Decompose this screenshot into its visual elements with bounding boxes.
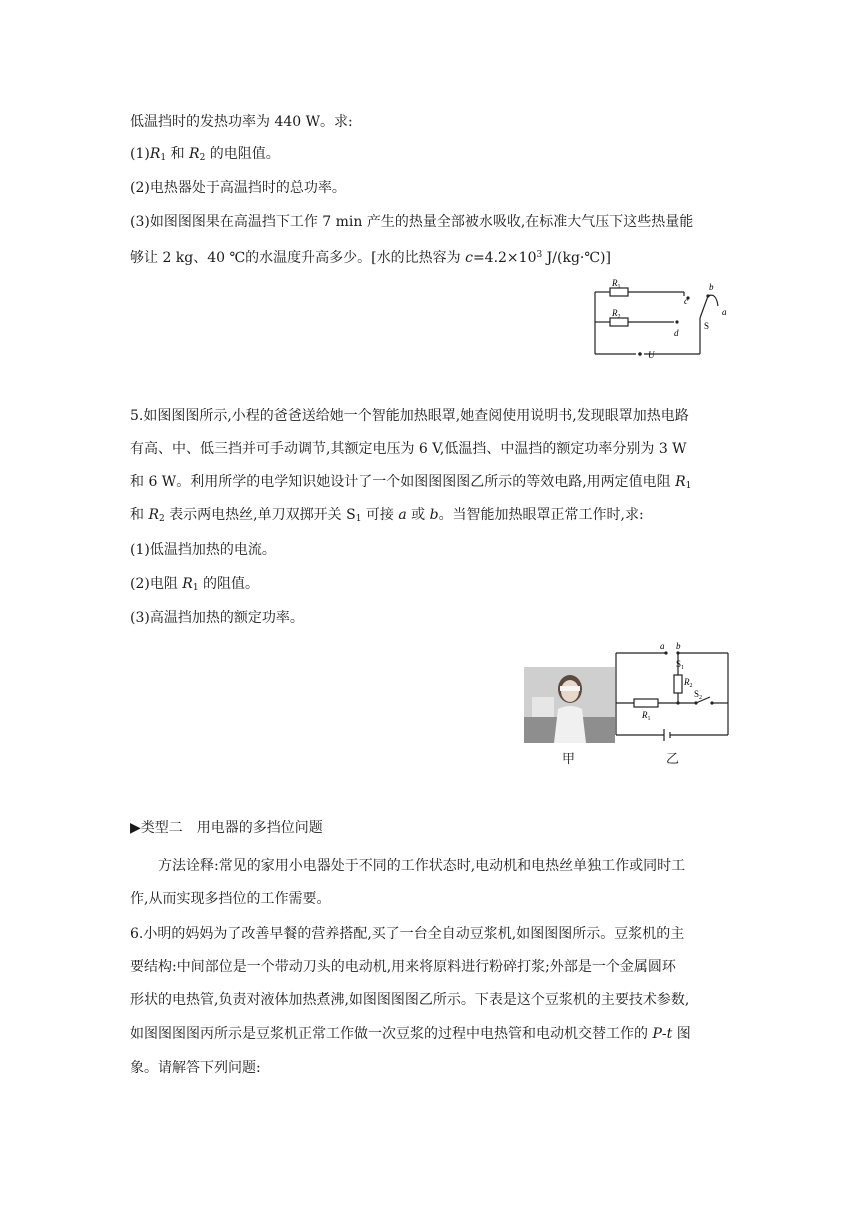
q5-line3: 和 6 W。利用所学的电学知识她设计了一个如图图图图乙所示的等效电路,用两定值电阻 $R_1$ [130, 474, 692, 491]
svg-text:S: S [704, 321, 710, 331]
q4-part2: (2)电热器处于高温挡时的总功率。 [130, 180, 346, 196]
eye-mask-photo [524, 667, 615, 743]
q6-line5: 象。请解答下列问题: [130, 1060, 261, 1076]
q6-line3: 形状的电热管,负责对液体加热煮沸,如图图图图乙所示。下表是这个豆浆机的主要技术参数, [130, 992, 690, 1008]
svg-text:U: U [648, 350, 655, 360]
section-heading: ▶类型二 用电器的多挡位问题 [130, 820, 323, 836]
svg-text:R1: $R_1$ [612, 278, 621, 290]
svg-text:a: a [660, 641, 665, 651]
q5-line1: 5.如图图图所示,小程的爸爸送给她一个智能加热眼罩,她查阅使用说明书,发现眼罩加热电路 [130, 408, 689, 424]
q5-circuit-diagram [610, 641, 735, 743]
q6-line2: 要结构:中间部位是一个带动刀头的电动机,用来将原料进行粉碎打浆;外部是一个金属圆环 [130, 959, 676, 975]
svg-text:c: c [684, 296, 688, 306]
svg-text:R2: $R_2$ [612, 308, 621, 320]
svg-text:R2: $R_2$ [684, 677, 693, 689]
q6-line4: 如图图图图丙所示是豆浆机正常工作做一次豆浆的过程中电热管和电动机交替工作的 P-t 图 [130, 1026, 691, 1042]
q5-line4: 和 $R_2$ 表示两电热丝,单刀双掷开关 $S_1$ 可接 a 或 b。当智能加热眼罩正常工作时,求: [130, 507, 644, 524]
q4-circuit-diagram [590, 278, 740, 360]
q4-part3-line1: (3)如图图图果在高温挡下工作 7 min 产生的热量全部被水吸收,在标准大气压下这些热量能 [130, 214, 694, 230]
svg-text:S1: $S_1$ [676, 659, 685, 671]
q4-part3-line2: 够让 2 kg、40 ℃的水温度升高多少。[水的比热容为 $c=4.2\times 10^3$ J/(kg·℃)] [130, 250, 611, 266]
q5-part2: (2)电阻 $R_1$ 的阻值。 [130, 576, 260, 593]
svg-text:d: d [674, 328, 679, 338]
svg-text:b: b [676, 641, 681, 651]
q5-part3: (3)高温挡加热的额定功率。 [130, 610, 304, 626]
q4-intro: 低温挡时的发热功率为 440 W。求: [130, 114, 353, 130]
caption-yi: 乙 [666, 752, 680, 767]
q6-line1: 6.小明的妈妈为了改善早餐的营养搭配,买了一台全自动豆浆机,如图图图所示。豆浆机的主 [130, 926, 685, 942]
method-line2: 作,从而实现多挡位的工作需要。 [130, 891, 331, 907]
svg-text:S2: $S_2$ [694, 689, 703, 701]
q5-part1: (1)低温挡加热的电流。 [130, 542, 276, 558]
caption-jia: 甲 [562, 752, 576, 767]
q5-line2: 有高、中、低三挡并可手动调节,其额定电压为 6 V,低温挡、中温挡的额定功率分别为 3 W [130, 441, 687, 457]
svg-text:a: a [722, 307, 727, 317]
q4-part1: $(1)R_1$ 和 $R_2$ 的电阻值。 [130, 146, 280, 163]
svg-text:R1: $R_1$ [642, 710, 651, 722]
method-line1: 方法诠释:常见的家用小电器处于不同的工作状态时,电动机和电热丝单独工作或同时工 [158, 858, 686, 874]
svg-text:b: b [709, 282, 714, 292]
